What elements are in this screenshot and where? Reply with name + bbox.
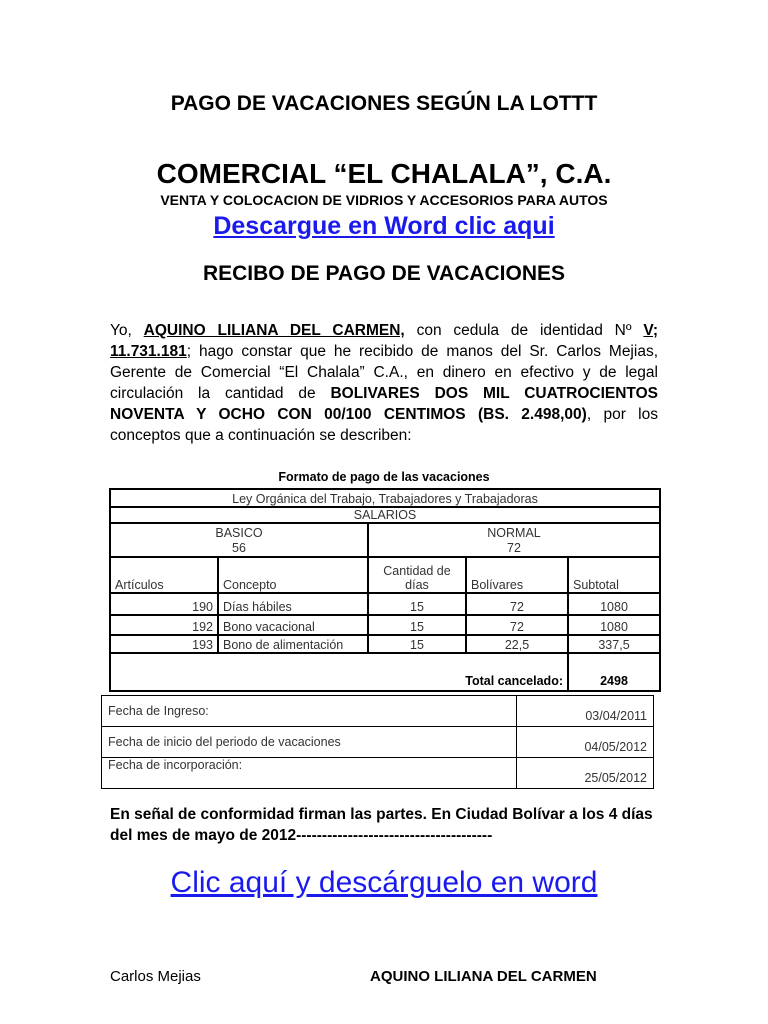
date-label-inicio: Fecha de inicio del periodo de vacaciones: [102, 727, 517, 758]
company-name: COMERCIAL “EL CHALALA”, C.A.: [156, 158, 612, 189]
date-row: [102, 696, 654, 727]
total-label: Total cancelado:: [110, 653, 568, 691]
closing-statement: En señal de conformidad firman las partes. En Ciudad Bolívar a los 4 días del mes de mayo de 2012--------------------------------------: [110, 806, 653, 844]
table-caption: Formato de pago de las vacaciones: [278, 470, 490, 484]
total-value: 2498: [568, 653, 660, 691]
row-articulo: 190: [110, 593, 218, 615]
payment-table: [109, 488, 661, 692]
date-value-inicio: 04/05/2012: [517, 727, 654, 758]
para-text-1: Yo,: [110, 322, 144, 339]
employee-id: V; 11.731.181: [110, 322, 659, 360]
normal-cell: [368, 523, 660, 557]
row-bolivares: 22,5: [466, 635, 568, 653]
amount-text: BOLIVARES DOS MIL CUATROCIENTOS NOVENTA Y OCHO CON 00/100 CENTIMOS (BS. 2.498,00): [110, 385, 659, 423]
row-articulo: 192: [110, 615, 218, 635]
table-row: [110, 593, 660, 615]
normal-label: NORMAL: [487, 526, 541, 540]
row-articulo: 193: [110, 635, 218, 653]
col-header-articulos: Artículos: [110, 557, 218, 593]
receipt-paragraph: [110, 320, 658, 446]
document-title: PAGO DE VACACIONES SEGÚN LA LOTTT: [170, 92, 598, 115]
normal-value: 72: [507, 541, 521, 555]
date-row: [102, 727, 654, 758]
basico-value: 56: [232, 541, 246, 555]
basico-cell: [110, 523, 368, 557]
row-cantidad: 15: [368, 593, 466, 615]
date-label-ingreso: Fecha de Ingreso:: [102, 696, 517, 727]
dates-table: [101, 695, 654, 789]
employee-name: AQUINO LILIANA DEL CARMEN,: [143, 322, 405, 339]
col-header-cantidad: Cantidad de días: [368, 557, 466, 593]
table-row: [110, 615, 660, 635]
row-bolivares: 72: [466, 593, 568, 615]
para-text-2: con cedula de identidad Nº: [404, 322, 644, 339]
row-subtotal: 1080: [568, 593, 660, 615]
salarios-header: SALARIOS: [110, 507, 660, 523]
signature-manager: Carlos Mejias: [110, 968, 201, 985]
para-text-3: ; hago constar que he recibido de manos del Sr. Carlos Mejias, Gerente de Comercial “El Chalala” C.A., en dinero en efectivo y de legal circulación la cantidad de: [110, 343, 658, 402]
row-cantidad: 15: [368, 615, 466, 635]
basico-label: BASICO: [215, 526, 263, 540]
table-row: [110, 635, 660, 653]
signature-employee: AQUINO LILIANA DEL CARMEN: [370, 968, 597, 985]
receipt-title: RECIBO DE PAGO DE VACACIONES: [202, 262, 566, 285]
para-text-4: , por los conceptos que a continuación se describen:: [110, 406, 658, 444]
col-header-concepto: Concepto: [218, 557, 368, 593]
date-label-incorporacion: Fecha de incorporación:: [102, 758, 517, 789]
col-header-bolivares: Bolívares: [466, 557, 568, 593]
company-subtitle: VENTA Y COLOCACION DE VIDRIOS Y ACCESORIOS PARA AUTOS: [160, 192, 608, 208]
law-header: Ley Orgánica del Trabajo, Trabajadores y Trabajadoras: [110, 489, 660, 507]
row-cantidad: 15: [368, 635, 466, 653]
row-subtotal: 337,5: [568, 635, 660, 653]
download-word-link[interactable]: Descargue en Word clic aqui: [213, 212, 555, 240]
row-bolivares: 72: [466, 615, 568, 635]
download-word-link-2[interactable]: Clic aquí y descárguelo en word: [170, 866, 598, 899]
date-row: [102, 758, 654, 789]
date-value-incorporacion: 25/05/2012: [517, 758, 654, 789]
row-concepto: Bono vacacional: [218, 615, 368, 635]
col-header-subtotal: Subtotal: [568, 557, 660, 593]
row-concepto: Días hábiles: [218, 593, 368, 615]
row-concepto: Bono de alimentación: [218, 635, 368, 653]
date-value-ingreso: 03/04/2011: [517, 696, 654, 727]
row-subtotal: 1080: [568, 615, 660, 635]
